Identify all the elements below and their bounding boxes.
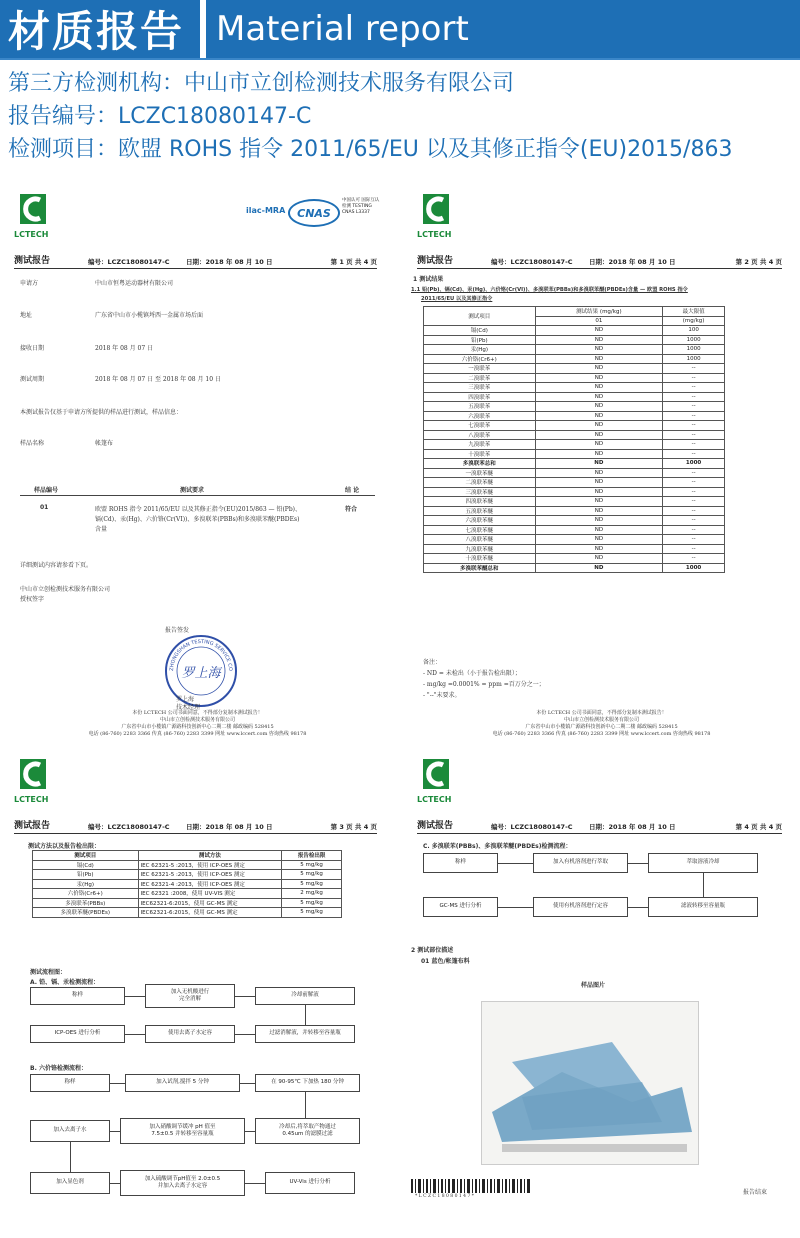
- th-item: 测试项目: [424, 307, 536, 326]
- cell-result: ND: [535, 354, 663, 364]
- cell-item: 二溴联苯醚: [424, 478, 536, 488]
- flow-box: 过滤消解液，并转移至容量瓶: [255, 1025, 355, 1043]
- test-item: 检测项目：欧盟 ROHS 指令 2011/65/EU 以及其修正指令(EU)2015/863: [8, 137, 733, 162]
- header-title: 测试报告: [417, 256, 454, 266]
- flow-box: 加入显色剂: [30, 1172, 110, 1194]
- sample-photo: [481, 1001, 699, 1165]
- table-row: [424, 421, 725, 431]
- testing-agency: 第三方检测机构：中山市立创检测技术服务有限公司: [8, 71, 515, 96]
- table-row: [424, 459, 725, 469]
- cell-result: ND: [535, 468, 663, 478]
- cell-item: 多溴联苯总和: [424, 459, 536, 469]
- cell-limit: --: [663, 411, 725, 421]
- cell-result: ND: [535, 392, 663, 402]
- cell-limit: 100: [663, 326, 725, 336]
- cell-limit: 1000: [663, 335, 725, 345]
- seal-text: ZHONGSHAN TESTING SERVICE CO: [168, 638, 234, 672]
- flow-box: 加入有机溶剂进行萃取: [533, 853, 628, 873]
- cell-limit: --: [663, 516, 725, 526]
- cell-result: ND: [535, 544, 663, 554]
- logo-text: LCTECH: [14, 795, 49, 804]
- cell-result: ND: [535, 440, 663, 450]
- header-date: 日期：2018 年 08 月 10 日: [186, 823, 273, 831]
- cell-result: ND: [535, 506, 663, 516]
- cell-method: IEC62321-6:2015，使用 GC-MS 测定: [138, 898, 282, 908]
- cell-item: 镉(Cd): [33, 860, 139, 870]
- cell-item: 镉(Cd): [424, 326, 536, 336]
- cell-item: 一溴联苯醚: [424, 468, 536, 478]
- cell-method: IEC 62321 :2008，使用 UV-VIS 测定: [138, 889, 282, 899]
- cell-limit: --: [663, 478, 725, 488]
- table-row: [33, 898, 342, 908]
- cell-limit: --: [663, 402, 725, 412]
- results-table: [423, 306, 725, 573]
- stamp-seal-icon: [162, 632, 240, 710]
- cell-result: ND: [535, 487, 663, 497]
- flow-box: ICP-OES 进行分析: [30, 1025, 125, 1043]
- table-row: [424, 411, 725, 421]
- cell-result: ND: [535, 430, 663, 440]
- cell-result: ND: [535, 525, 663, 535]
- cell-item: 铅(Pb): [424, 335, 536, 345]
- th-sample-no: 样品编号: [34, 487, 59, 494]
- table-row: [424, 497, 725, 507]
- section-title: 1 测试结果: [413, 276, 444, 283]
- cell-item: 九溴联苯: [424, 440, 536, 450]
- table-row: [424, 335, 725, 345]
- cell-result: ND: [535, 326, 663, 336]
- cell-item: 一溴联苯: [424, 364, 536, 374]
- cell-item: 五溴联苯: [424, 402, 536, 412]
- remark: - ND = 未检出（小于报告检出限）；: [423, 670, 521, 677]
- cell-limit: --: [663, 487, 725, 497]
- cell-result: ND: [535, 535, 663, 545]
- cell-item: 二溴联苯: [424, 373, 536, 383]
- cell-limit: 1000: [663, 563, 725, 573]
- table-row: [424, 430, 725, 440]
- row-requirement: 含量: [95, 526, 108, 533]
- table-row: [424, 506, 725, 516]
- cnas-icon: CNAS: [288, 199, 340, 227]
- header-title: 测试报告: [417, 821, 454, 831]
- subsection-title: 1.1 铅(Pb)、镉(Cd)、汞(Hg)、六价铬(Cr(VI))、多溴联苯(PBBs)和多溴联苯醚(PBDEs)含量 — 欧盟 ROHS 指令: [411, 287, 688, 293]
- cell-limit: --: [663, 535, 725, 545]
- flow-box: 使用有机溶剂进行定容: [533, 897, 628, 917]
- table-row: [424, 544, 725, 554]
- flow-box: GC-MS 进行分析: [423, 897, 498, 917]
- cell-limit: 5 mg/kg: [282, 898, 342, 908]
- part-description: 01 蓝色/帐篷布料: [421, 958, 470, 965]
- footer-line: 中山市立创检测技术服务有限公司: [563, 717, 639, 723]
- cell-method: IEC 62321-4 :2013，使用 ICP-OES 测定: [138, 879, 282, 889]
- report-end: 报告结束: [743, 1189, 768, 1196]
- cell-item: 四溴联苯: [424, 392, 536, 402]
- cell-result: ND: [535, 478, 663, 488]
- th-result: 结 论: [345, 487, 360, 494]
- header-title: 测试报告: [14, 821, 51, 831]
- cell-limit: 2 mg/kg: [282, 889, 342, 899]
- footer: [403, 710, 800, 738]
- cell-item: 三溴联苯醚: [424, 487, 536, 497]
- cnas-logo: [246, 196, 386, 232]
- header-page: 第 2 页 共 4 页: [735, 258, 782, 266]
- cell-limit: 5 mg/kg: [282, 870, 342, 880]
- cell-item: 十溴联苯: [424, 449, 536, 459]
- table-row: [33, 870, 342, 880]
- cell-result: ND: [535, 335, 663, 345]
- cell-item: 六价铬(Cr6+): [424, 354, 536, 364]
- table-row: [33, 889, 342, 899]
- row-requirement: 镉(Cd)、汞(Hg)、六价铬(Cr(VI))、多溴联苯(PBBs)和多溴联苯醚(PBDEs): [95, 516, 300, 523]
- cell-result: ND: [535, 563, 663, 573]
- page-header: [417, 255, 782, 269]
- cell-result: ND: [535, 459, 663, 469]
- flow-c-title: C. 多溴联苯(PBBs)、多溴联苯醚(PBDEs)检测流程：: [423, 843, 572, 850]
- cell-item: 汞(Hg): [33, 879, 139, 889]
- flow-box: 冷却后,将萃取产物通过 0.45um 的滤膜过滤: [255, 1118, 360, 1144]
- header-title: 测试报告: [14, 256, 51, 266]
- flow-box: 加入硫酸调节pH值至 2.0±0.5 并加入去离子水定容: [120, 1170, 245, 1196]
- cell-result: ND: [535, 402, 663, 412]
- flow-box: 在 90-95℃ 下加热 180 分钟: [255, 1074, 360, 1092]
- header-code: 编号：LCZC18080147-C: [88, 258, 170, 266]
- cell-limit: --: [663, 373, 725, 383]
- flow-box: UV-Vis 进行分析: [265, 1172, 355, 1194]
- banner-title-en: Material report: [206, 0, 800, 58]
- cell-limit: 1000: [663, 354, 725, 364]
- th-result: 测试结果 (mg/kg): [535, 307, 663, 317]
- flow-box: 加入去离子水: [30, 1120, 110, 1142]
- page-header: [417, 820, 782, 834]
- cell-method: IEC 62321-5 :2013，使用 ICP-OES 测定: [138, 860, 282, 870]
- authorized-signature: 授权签字: [20, 596, 45, 603]
- methods-title: 测试方法以及报告检出限：: [28, 843, 101, 850]
- cell-result: ND: [535, 421, 663, 431]
- cell-limit: --: [663, 525, 725, 535]
- header-date: 日期：2018 年 08 月 10 日: [589, 258, 676, 266]
- cell-result: ND: [535, 345, 663, 355]
- cell-limit: 1000: [663, 459, 725, 469]
- cell-item: 五溴联苯醚: [424, 506, 536, 516]
- cell-item: 六溴联苯醚: [424, 516, 536, 526]
- flow-box: 称样: [30, 1074, 110, 1092]
- logo-text: LCTECH: [417, 795, 452, 804]
- table-row: [33, 879, 342, 889]
- flow-box: 使用去离子水定容: [145, 1025, 235, 1043]
- sample-value: 帐篷布: [95, 440, 114, 447]
- sample-label: 样品名称: [20, 440, 45, 447]
- report-page-2: [403, 190, 800, 750]
- header-date: 日期：2018 年 08 月 10 日: [186, 258, 273, 266]
- cell-limit: 5 mg/kg: [282, 879, 342, 889]
- remark: - mg/kg =0.0001% = ppm =百万分之一；: [423, 681, 545, 688]
- cell-limit: --: [663, 497, 725, 507]
- field-value: 2018 年 08 月 07 日: [95, 345, 154, 352]
- table-row: [424, 373, 725, 383]
- cell-item: 八溴联苯: [424, 430, 536, 440]
- table-row: [424, 525, 725, 535]
- flow-box: 加入无机酸进行 完全消解: [145, 984, 235, 1008]
- header-code: 编号：LCZC18080147-C: [491, 823, 573, 831]
- cell-item: 铅(Pb): [33, 870, 139, 880]
- report-issue: 报告签发: [165, 627, 190, 634]
- cell-limit: --: [663, 544, 725, 554]
- cell-result: ND: [535, 411, 663, 421]
- barcode-text: * L C Z C 1 8 0 8 0 1 4 7 *: [415, 1194, 475, 1199]
- cell-limit: 1000: [663, 345, 725, 355]
- report-page-3: [0, 755, 395, 1235]
- cell-item: 七溴联苯: [424, 421, 536, 431]
- remark: - "--"未要求。: [423, 692, 461, 699]
- th-item: 测试项目: [33, 851, 139, 861]
- cell-item: 九溴联苯醚: [424, 544, 536, 554]
- table-row: [424, 440, 725, 450]
- table-row: [424, 468, 725, 478]
- cell-limit: --: [663, 554, 725, 564]
- cell-limit: --: [663, 506, 725, 516]
- report-number: 报告编号：LCZC18080147-C: [8, 104, 312, 129]
- cell-limit: --: [663, 430, 725, 440]
- th-limit: 最大限值: [663, 307, 725, 317]
- table-row: [424, 354, 725, 364]
- footer-line: 电话 (86-760) 2283 3366 传真 (86-760) 2283 3399 网址 www.lccert.com 咨询热线 98178: [88, 731, 307, 737]
- seal-signature: 罗上海: [181, 666, 221, 681]
- cell-item: 六溴联苯: [424, 411, 536, 421]
- row-result: 符合: [345, 506, 358, 513]
- methods-table: [32, 850, 342, 918]
- logo-text: LCTECH: [417, 230, 452, 239]
- header-code: 编号：LCZC18080147-C: [88, 823, 170, 831]
- table-row: [33, 860, 342, 870]
- table-row: [424, 383, 725, 393]
- cell-item: 汞(Hg): [424, 345, 536, 355]
- table-row: [424, 392, 725, 402]
- cell-item: 六价铬(Cr6+): [33, 889, 139, 899]
- flow-box: 滤液转移至容量瓶: [648, 897, 758, 917]
- cell-result: ND: [535, 554, 663, 564]
- detail-note: 详细测试内容请参看下页。: [20, 562, 93, 569]
- report-page-4: [403, 755, 800, 1235]
- cell-result: ND: [535, 516, 663, 526]
- ilac-icon: ilac-MRA: [246, 206, 286, 215]
- cell-limit: 5 mg/kg: [282, 908, 342, 918]
- signer-title: 技术经理: [176, 704, 201, 711]
- field-label: 接收日期: [20, 345, 45, 352]
- table-row: [424, 402, 725, 412]
- logo-text: LCTECH: [14, 230, 49, 239]
- th-requirement: 测试要求: [180, 487, 205, 494]
- cell-item: 十溴联苯醚: [424, 554, 536, 564]
- flow-box: 加入硝酸调节缓冲 pH 值至 7.5±0.5 并转移至容量瓶: [120, 1118, 245, 1144]
- cnas-caption: 中国认可 国际互认 检测 TESTING CNAS L3337: [342, 198, 380, 216]
- cell-item: 四溴联苯醚: [424, 497, 536, 507]
- cell-result: ND: [535, 383, 663, 393]
- footer-line: 本份 LCTECH 公司书面同意，不得部分复制本测试报告！: [536, 710, 667, 716]
- field-label: 测试周期: [20, 376, 45, 383]
- page-header: [14, 820, 377, 834]
- cell-limit: 5 mg/kg: [282, 860, 342, 870]
- row-requirement: 欧盟 ROHS 指令 2011/65/EU 以及其修正指令(EU)2015/863 — 铅(Pb)、: [95, 506, 302, 513]
- tent-fabric-image: [482, 1002, 699, 1165]
- cell-item: 三溴联苯: [424, 383, 536, 393]
- photo-title: 样品图片: [581, 982, 606, 989]
- remark: 备注：: [423, 659, 442, 666]
- sample-note: 本测试报告仅基于申请方所提供的样品进行测试，样品信息：: [20, 409, 183, 416]
- cell-result: ND: [535, 373, 663, 383]
- flow-box: 加入试剂,搅拌 5 分钟: [125, 1074, 240, 1092]
- th-method: 测试方法: [138, 851, 282, 861]
- field-label: 申请方: [20, 280, 39, 287]
- th-limit-unit: (mg/kg): [663, 316, 725, 326]
- row-sample-no: 01: [40, 504, 49, 511]
- flow-a-title: A. 铅、镉、汞检测流程：: [30, 979, 100, 986]
- footer-line: 本份 LCTECH 公司书面同意，不得部分复制本测试报告！: [132, 710, 263, 716]
- cell-item: 多溴联苯醚(PBDEs): [33, 908, 139, 918]
- title-banner: [0, 0, 800, 60]
- header-page: 第 1 页 共 4 页: [330, 258, 377, 266]
- th-sample-no: 01: [535, 316, 663, 326]
- page-header: [14, 255, 377, 269]
- header-date: 日期：2018 年 08 月 10 日: [589, 823, 676, 831]
- cell-limit: --: [663, 364, 725, 374]
- cell-limit: --: [663, 449, 725, 459]
- cell-limit: --: [663, 421, 725, 431]
- cell-result: ND: [535, 449, 663, 459]
- cell-method: IEC 62321-5 :2013，使用 ICP-OES 测定: [138, 870, 282, 880]
- banner-title-cn: 材质报告: [0, 0, 200, 58]
- cell-limit: --: [663, 468, 725, 478]
- table-row: [424, 449, 725, 459]
- table-row: [424, 364, 725, 374]
- footer-line: 广东省中山市小榄镇广源路科技创新中心二期二楼 邮政编码 528415: [121, 724, 274, 730]
- table-row: [424, 326, 725, 336]
- footer-line: 广东省中山市小榄镇广源路科技创新中心二期二楼 邮政编码 528415: [525, 724, 678, 730]
- field-value: 广东省中山市小榄镇埒西一金属市场后面: [95, 312, 204, 319]
- flow-box: 称样: [423, 853, 498, 873]
- cell-item: 八溴联苯醚: [424, 535, 536, 545]
- cell-limit: --: [663, 383, 725, 393]
- cell-limit: --: [663, 440, 725, 450]
- cell-method: IEC62321-6:2015，使用 GC-MS 测定: [138, 908, 282, 918]
- field-label: 地址: [20, 312, 33, 319]
- footer: [0, 710, 395, 738]
- footer-line: 电话 (86-760) 2283 3366 传真 (86-760) 2283 3399 网址 www.lccert.com 咨询热线 98178: [492, 731, 711, 737]
- header-code: 编号：LCZC18080147-C: [491, 258, 573, 266]
- cell-result: ND: [535, 497, 663, 507]
- flow-b-title: B. 六价铬检测流程：: [30, 1065, 87, 1072]
- report-page-1: [0, 190, 395, 750]
- field-value: 2018 年 08 月 07 日 至 2018 年 08 月 10 日: [95, 376, 221, 383]
- flow-box: 称样: [30, 987, 125, 1005]
- subsection-title: 2011/65/EU 以及其修正指令: [421, 296, 493, 302]
- flow-box: 冷却前解液: [255, 987, 355, 1005]
- table-row: [424, 345, 725, 355]
- section-title: 2 测试部位描述: [411, 947, 454, 954]
- th-detection-limit: 报告检出限: [282, 851, 342, 861]
- cell-item: 多溴联苯(PBBs): [33, 898, 139, 908]
- header-page: 第 4 页 共 4 页: [735, 823, 782, 831]
- table-row: [424, 487, 725, 497]
- table-row: [33, 908, 342, 918]
- cell-limit: --: [663, 392, 725, 402]
- cell-result: ND: [535, 364, 663, 374]
- flow-title: 测试流程图：: [30, 969, 67, 976]
- signer-name: 罗上海: [176, 696, 195, 703]
- company-name: 中山市立创检测技术服务有限公司: [20, 586, 111, 593]
- cell-item: 多溴联苯醚总和: [424, 563, 536, 573]
- header-page: 第 3 页 共 4 页: [330, 823, 377, 831]
- table-row: [424, 563, 725, 573]
- table-row: [424, 478, 725, 488]
- footer-line: 中山市立创检测技术服务有限公司: [159, 717, 235, 723]
- flow-box: 萃取溶液冷却: [648, 853, 758, 873]
- field-value: 中山市恒粤运动器材有限公司: [95, 280, 174, 287]
- cell-item: 七溴联苯醚: [424, 525, 536, 535]
- table-row: [424, 554, 725, 564]
- table-row: [424, 516, 725, 526]
- table-row: [424, 535, 725, 545]
